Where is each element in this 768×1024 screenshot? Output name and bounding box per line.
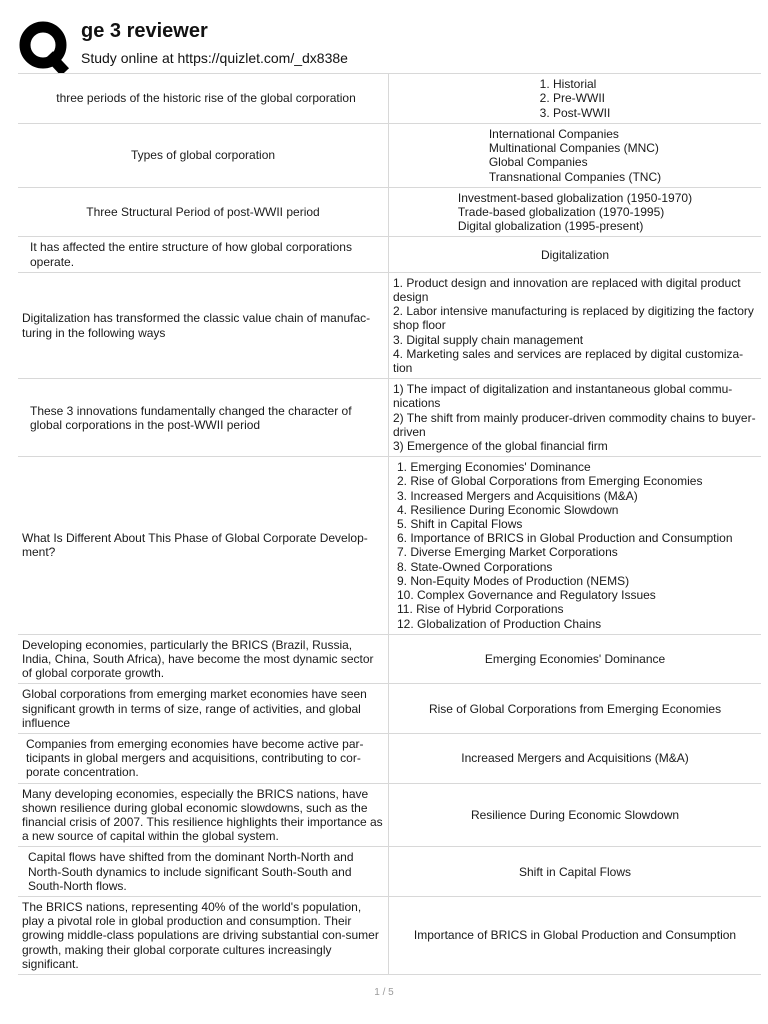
card-row (18, 379, 761, 457)
card-row (18, 457, 761, 634)
card-definition: 1. Emerging Economies' Dominance 2. Rise of Global Corporations from Emerging Economies 3. Increased Mergers and Acquisitions (M&A) 4. Resilience During Economic Slowdown 5. Shift in Capital Flows 6. Importance of BRICS in Global Production and Consumption 7. Diverse Emerging Market Corporations 8. State-Owned Corporations 9. Non-Equity Modes of Production (NEMS) 10. Complex Governance and Regulatory Issues 11. Rise of Hybrid Corporations 12. Globalization of Production Chains (397, 460, 733, 631)
card-definition: Digitalization (540, 247, 610, 262)
card-definition: 1. Historial 2. Pre-WWII 3. Post-WWII (539, 77, 611, 120)
card-term: Digitalization has transformed the classic value chain of manufac-turing in the following ways (22, 311, 371, 340)
card-term: Three Structural Period of post-WWII period (86, 205, 320, 220)
header (18, 18, 768, 74)
card-term: These 3 innovations fundamentally changed the character of global corporations in the post-WWII period (30, 403, 352, 432)
card-row (18, 634, 761, 684)
card-row (18, 684, 761, 734)
card-term: Types of global corporation (130, 148, 276, 163)
card-definition: Rise of Global Corporations from Emerging Economies (428, 701, 722, 716)
card-term: Global corporations from emerging market economies have seen significant growth in terms of size, range of activities, and global influence (22, 687, 367, 730)
card-term: It has affected the entire structure of how global corporations operate. (30, 240, 352, 269)
card-definition: Resilience During Economic Slowdown (470, 807, 680, 822)
card-definition: Investment-based globalization (1950-1970) Trade-based globalization (1970-1995) Digital globalization (1995-present) (457, 190, 693, 234)
card-definition: Importance of BRICS in Global Production and Consumption (413, 928, 737, 943)
card-row (18, 272, 761, 378)
card-term: Many developing economies, especially the BRICS nations, have shown resilience during global economic slowdowns, such as the financial crisis of 2007. This resilience highlights their importance as a new source of capital within the global system. (22, 786, 383, 844)
page-title: ge 3 reviewer (81, 20, 208, 42)
card-definition: Emerging Economies' Dominance (484, 651, 666, 666)
card-row (18, 237, 761, 272)
card-term: The BRICS nations, representing 40% of the world's population, play a pivotal role in global production and consumption. Their growing middle-class populations are driving substantial con-sumer growth, making their global corporate cultures increasingly significant. (22, 899, 379, 971)
card-definition: Increased Mergers and Acquisitions (M&A) (461, 751, 689, 766)
quizlet-logo-icon (18, 18, 72, 74)
card-term: three periods of the historic rise of the global corporation (56, 91, 356, 106)
card-term: Companies from emerging economies have become active par-ticipants in global mergers and acquisitions, contributing to cor-porate concentration. (26, 736, 364, 780)
card-definition: 1) The impact of digitalization and instantaneous global commu-nications 2) The shift from mainly producer-driven commodity chains to buyer-driven 3) Emergence of the global financial firm (393, 382, 756, 454)
card-definition: International Companies Multinational Companies (MNC) Global Companies Transnational Companies (TNC) (488, 127, 662, 184)
card-row (18, 733, 761, 783)
study-online-link[interactable]: Study online at https://quizlet.com/_dx838e (81, 50, 348, 66)
card-row (18, 187, 761, 237)
card-row (18, 124, 761, 188)
card-row (18, 74, 761, 124)
card-term: Developing economies, particularly the BRICS (Brazil, Russia, India, China, South Africa), have become the most dynamic sector of global corporate growth. (22, 637, 374, 681)
page-number: 1 / 5 (374, 987, 394, 998)
card-definition: Shift in Capital Flows (518, 864, 632, 879)
card-row (18, 783, 761, 847)
card-row (18, 896, 761, 974)
flashcard-table (18, 73, 761, 975)
card-term: Capital flows have shifted from the dominant North-North and North-South dynamics to include significant South-South and South-North flows. (28, 850, 354, 893)
card-definition: 1. Product design and innovation are replaced with digital product design 2. Labor intensive manufacturing is replaced by digitizing the factory shop floor 3. Digital supply chain management 4. Marketing sales and services are replaced by digital customiza-tion (393, 275, 754, 376)
card-row (18, 847, 761, 897)
card-term: What Is Different About This Phase of Global Corporate Develop-ment? (22, 531, 368, 560)
